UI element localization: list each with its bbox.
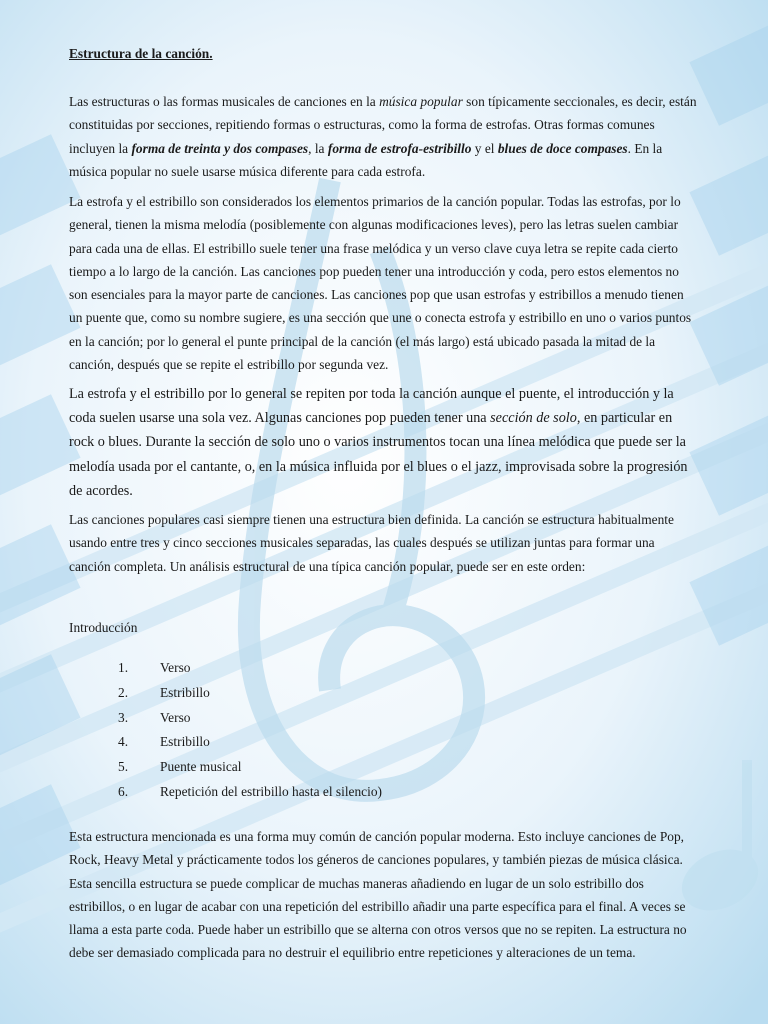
- p1-term-blues-doce-compases: blues de doce compases: [497, 140, 628, 156]
- list-item-text: Verso: [160, 660, 191, 675]
- list-item: [118, 734, 382, 759]
- paragraph-estructura: Las canciones populares casi siempre tienen una estructura bien definida. La canción se estructura habitualmente usando entre tres y cinco secciones musicales separadas, las cuales después se utilizan juntas para formar una canción completa. Un análisis estructural de una típica canción popular, puede ser en este orden:: [69, 512, 674, 574]
- structure-list: [118, 660, 382, 809]
- p1-term-treinta-dos-compases: forma de treinta y dos compases: [131, 140, 309, 156]
- list-item-text: Estribillo: [160, 734, 210, 750]
- p1-term-estrofa-estribillo: forma de estrofa-estribillo: [327, 140, 472, 156]
- paragraph-intro: [69, 90, 699, 183]
- list-item: [118, 710, 382, 735]
- list-item-number: 4.: [118, 734, 129, 750]
- list-item-number: 2.: [118, 684, 129, 700]
- p1-text-c: son típicamente seccionales, es decir, están constituidas por secciones, repitiendo formas o estructuras, como la forma de estrofas. Otras formas comunes incluyen la: [69, 94, 697, 156]
- list-item: [118, 660, 382, 685]
- p1-link-musica-popular: música popular: [379, 94, 463, 109]
- document-title: Estructura de la canción.: [69, 46, 213, 61]
- list-item: [118, 759, 382, 784]
- p1-text-g: y el: [471, 140, 498, 156]
- paragraph-solo: [69, 382, 699, 503]
- paragraph-conclusion: Esta estructura mencionada es una forma muy común de canción popular moderna. Esto incluye canciones de Pop, Rock, Heavy Metal y prácticamente todos los géneros de canciones populares, y también piezas de música clásica. Esta sencilla estructura se puede complicar de muchas maneras añadiendo en lugar de un solo estribillo dos estribillos, o en lugar de acabar con una repetición del estribillo añadir una parte específica para el final. A veces se llama a esta parte coda. Puede haber un estribillo que se alterna con otros versos que no se repiten. La estructura no debe ser demasiado complicada para no destruir el equilibrio entre repeticiones y alteraciones de un tema.: [69, 829, 687, 961]
- list-item-number: 5.: [118, 759, 129, 775]
- list-item-number: 6.: [118, 783, 129, 799]
- p1-text-i: . En la música popular no suele usarse música diferente para cada estrofa.: [69, 140, 663, 179]
- list-item-text: Repetición del estribillo hasta el silencio): [160, 783, 382, 799]
- p3-text-a: La estrofa y el estribillo por lo general se repiten por toda la canción aunque el puente, el introducción y la coda suelen usarse una sola vez. Algunas canciones pop pueden tener una: [69, 386, 674, 427]
- list-item-text: Puente musical: [160, 759, 242, 775]
- list-item-text: Verso: [160, 709, 191, 725]
- p3-term-seccion-de-solo: sección de solo: [490, 410, 577, 427]
- list-item: [118, 784, 382, 809]
- list-item-number: 1.: [118, 660, 129, 675]
- structure-intro-label: Introducción: [69, 620, 138, 635]
- paragraph-estrofa-estribillo: La estrofa y el estribillo son considerados los elementos primarios de la canción popular. Todas las estrofas, por lo general, tienen la misma melodía (posiblemente con algunas modificaciones leves), pero las letras suelen cambiar para cada una de ellas. El estribillo suele tener una frase melódica y un verso clave cuya letra se repite cada cierto tiempo a lo largo de la canción. Las canciones pop pueden tener una introducción y coda, pero estos elementos no son esenciales para la mayor parte de canciones. Las canciones pop que usan estrofas y estribillos a menudo tienen un puente que, como su nombre sugiere, es una sección que une o conecta estrofa y estribillo en uno o varios puntos en la canción; por lo general el punte principal de la canción (el más largo) está ubicado pasada la mitad de la canción, después que se repite el estribillo por segunda vez.: [69, 194, 692, 373]
- p3-text-c: , en particular en rock o blues. Durante la sección de solo uno o varios instrumentos tocan una línea melódica que puede ser la melodía usada por el cantante, o, en la música influida por el blues o el jazz, improvisada sobre la progresión de acordes.: [69, 410, 688, 499]
- p1-text-e: , la: [308, 140, 328, 156]
- list-item-number: 3.: [118, 709, 129, 725]
- list-item: [118, 685, 382, 710]
- list-item-text: Estribillo: [160, 684, 210, 700]
- p1-text-a: Las estructuras o las formas musicales de canciones en la: [69, 94, 380, 109]
